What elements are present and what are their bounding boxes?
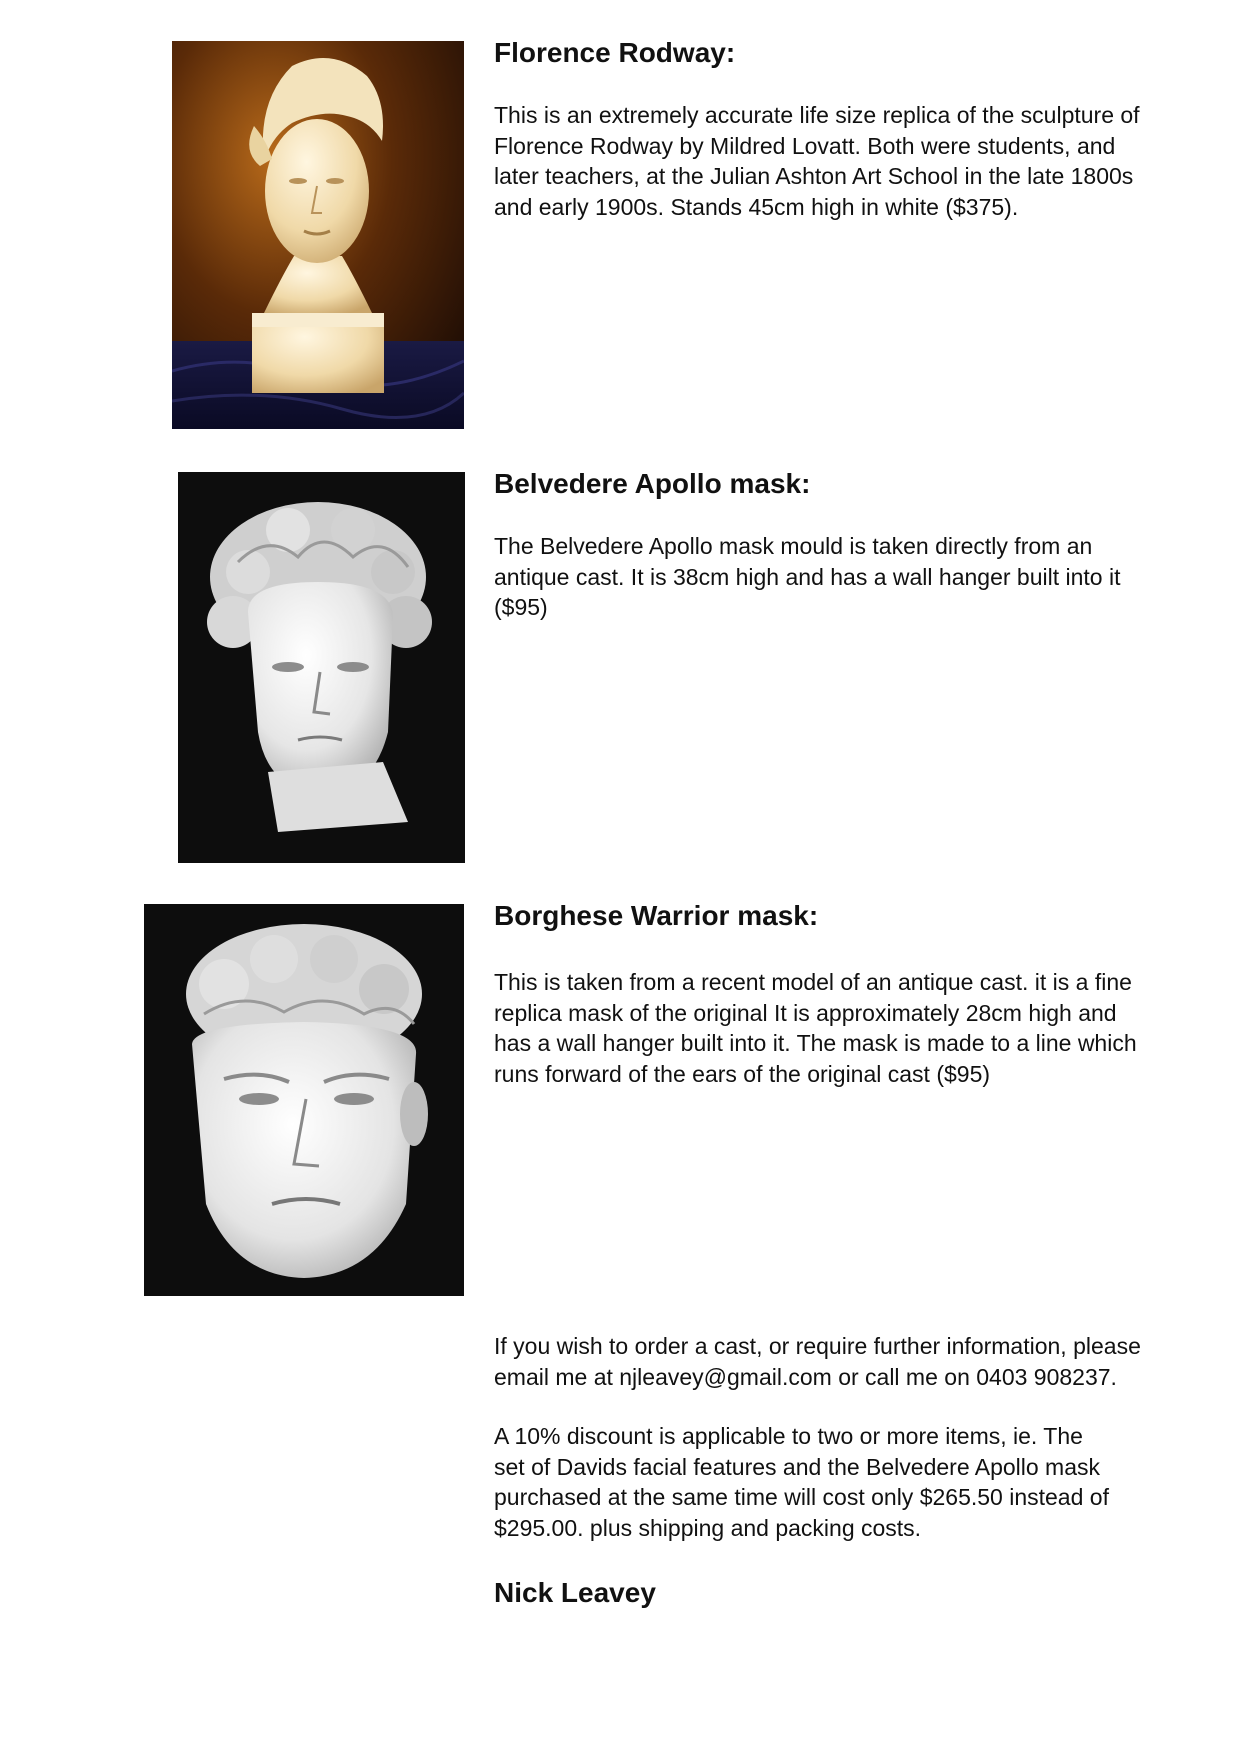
signature-name: Nick Leavey (494, 1577, 656, 1608)
item-description-florence-rodway (494, 100, 1214, 222)
contact-line: email me at njleavey@gmail.com or call me on 0403 908237. (494, 1363, 1117, 1390)
description-line: ($95) (494, 594, 548, 620)
description-line: Florence Rodway by Mildred Lovatt. Both were students, and (494, 132, 1116, 159)
belvedere-apollo-mask-photo (178, 472, 465, 863)
contact-info (494, 1331, 1214, 1392)
description-line: later teachers, at the Julian Ashton Art School in the late 1800s (494, 163, 1134, 189)
discount-line: $295.00. plus shipping and packing costs. (494, 1514, 922, 1541)
description-line: runs forward of the ears of the original cast ($95) (494, 1060, 991, 1087)
description-line: The Belvedere Apollo mask mould is taken directly from an (494, 533, 1093, 559)
discount-line: purchased at the same time will cost only $265.50 instead of (494, 1484, 1109, 1510)
description-line: replica mask of the original It is approximately 28cm high and (494, 999, 1117, 1026)
discount-line: set of Davids facial features and the Belvedere Apollo mask (494, 1453, 1101, 1480)
item-title-belvedere-apollo: Belvedere Apollo mask: (494, 468, 811, 499)
florence-rodway-bust-photo (172, 41, 464, 429)
description-line: has a wall hanger built into it. The mask is made to a line which (494, 1030, 1137, 1056)
borghese-warrior-mask-photo (144, 904, 464, 1296)
contact-line: If you wish to order a cast, or require further information, please (494, 1333, 1141, 1359)
item-description-borghese-warrior (494, 967, 1214, 1089)
discount-line: A 10% discount is applicable to two or more items, ie. The (494, 1423, 1083, 1449)
description-line: and early 1900s. Stands 45cm high in white ($375). (494, 193, 1019, 220)
item-description-belvedere-apollo (494, 531, 1214, 623)
item-title-borghese-warrior: Borghese Warrior mask: (494, 900, 819, 931)
description-line: This is an extremely accurate life size replica of the sculpture of (494, 102, 1140, 128)
item-title-florence-rodway: Florence Rodway: (494, 37, 736, 68)
discount-info (494, 1421, 1214, 1543)
description-line: This is taken from a recent model of an antique cast. it is a fine (494, 969, 1132, 995)
description-line: antique cast. It is 38cm high and has a wall hanger built into it (494, 563, 1121, 590)
